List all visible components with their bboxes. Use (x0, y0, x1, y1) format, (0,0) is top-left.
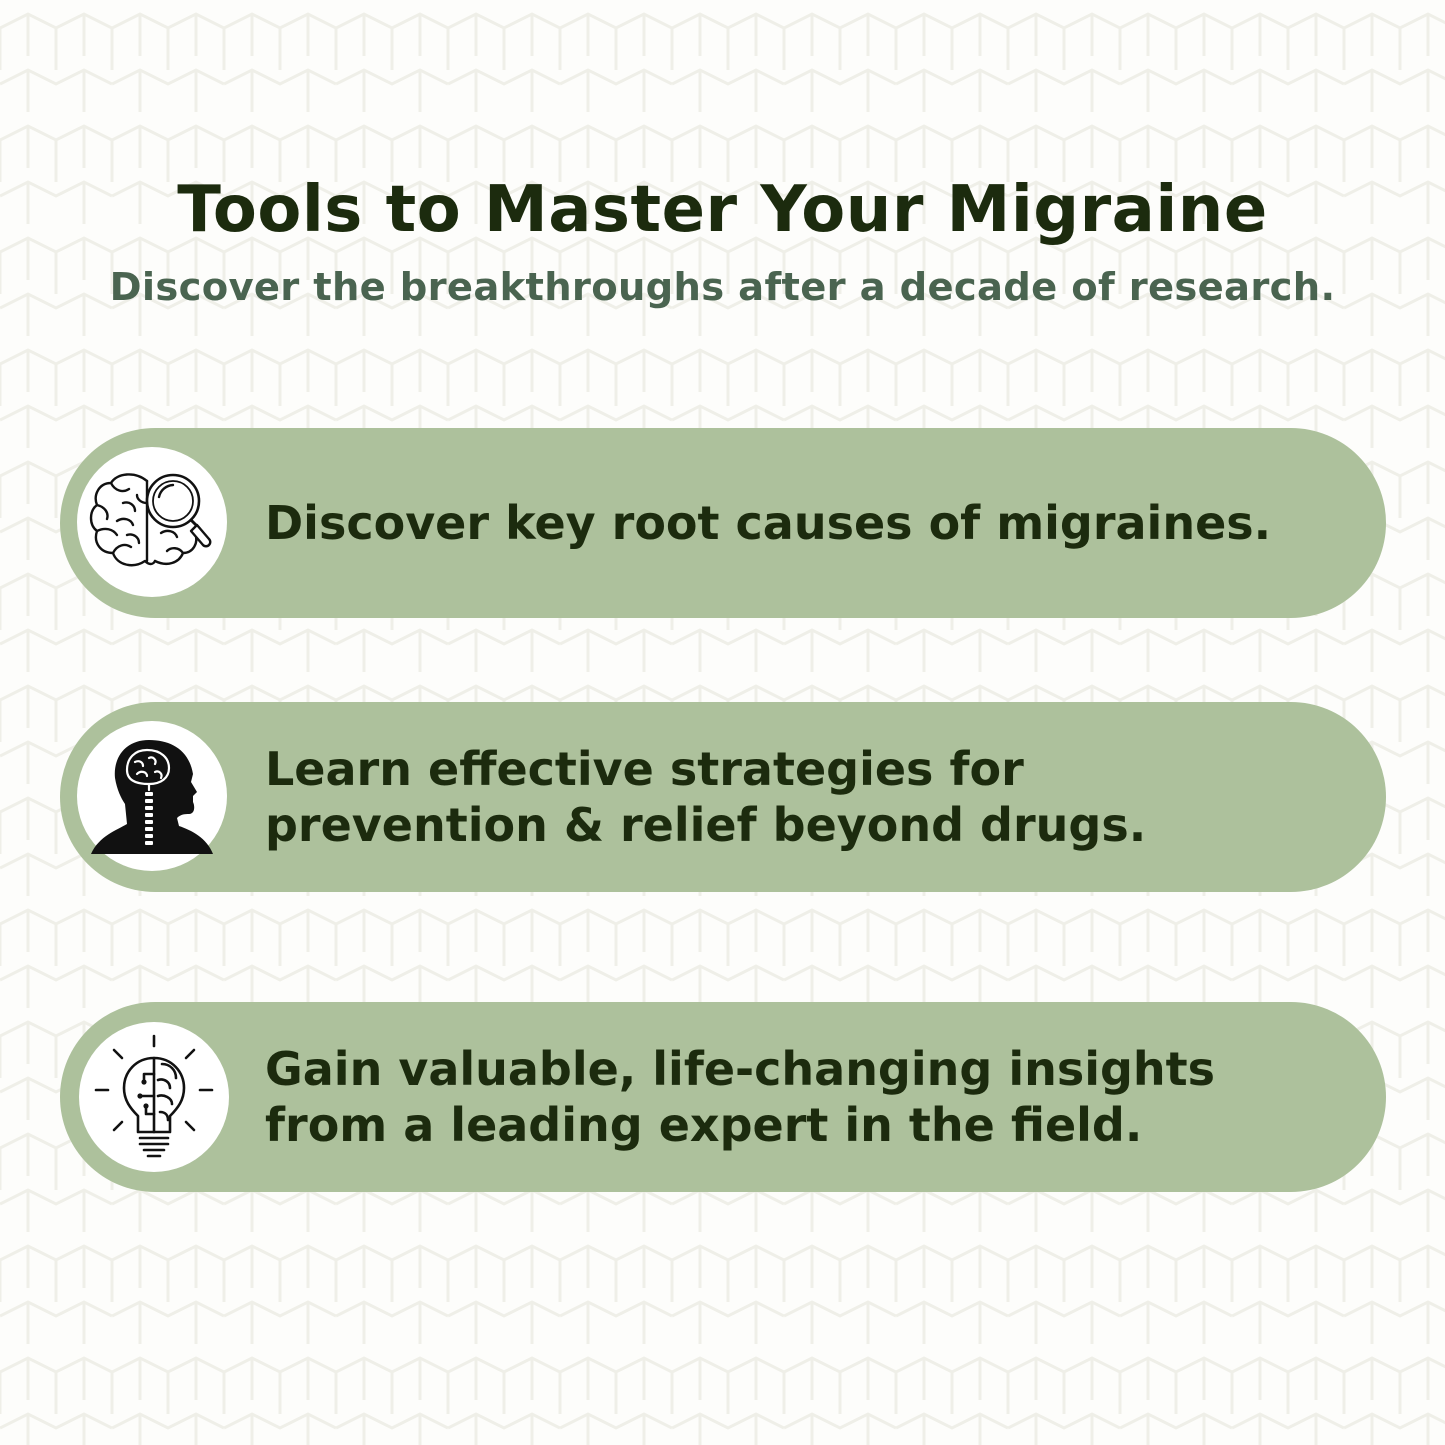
icon-circle (77, 447, 227, 597)
feature-item-insights (60, 1002, 1386, 1192)
feature-item-root-causes (60, 428, 1386, 618)
icon-circle (77, 721, 227, 871)
head-spine-icon (89, 734, 215, 858)
feature-item-strategies (60, 702, 1386, 892)
feature-text: Gain valuable, life-changing insights from a leading expert in the field. (265, 1042, 1216, 1152)
brain-magnifier-icon (87, 467, 217, 577)
feature-text: Discover key root causes of migraines. (265, 496, 1272, 550)
page-subtitle: Discover the breakthroughs after a decade of research. (109, 265, 1336, 310)
page-title: Tools to Master Your Migraine (177, 173, 1268, 247)
feature-text: Learn effective strategies for prevention & relief beyond drugs. (265, 742, 1147, 852)
lightbulb-brain-icon (92, 1034, 216, 1160)
icon-circle (79, 1022, 229, 1172)
